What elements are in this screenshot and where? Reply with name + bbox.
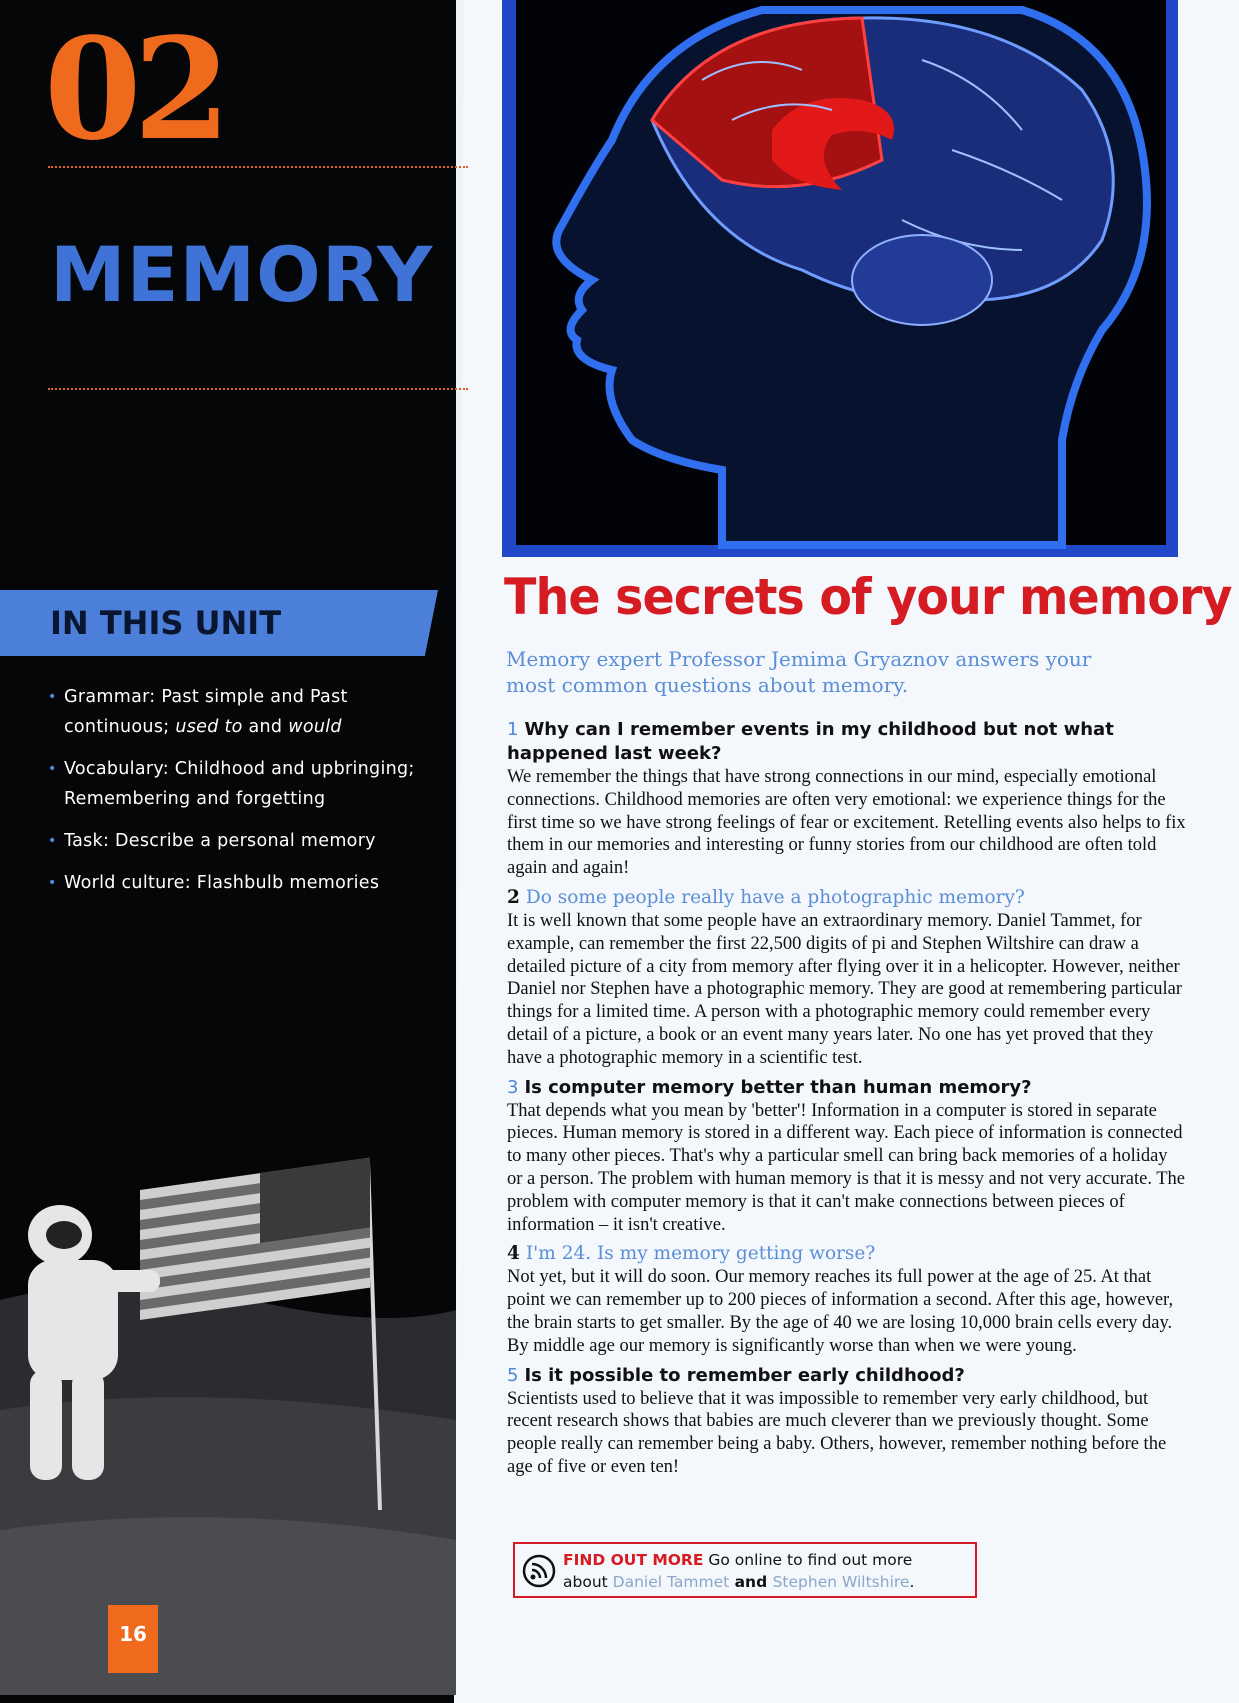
- answer-1: We remember the things that have strong connections in our mind, especially emotional connections. Childhood memories are often very emotional: we experience things for the first time so we have strong feelings of fear or excitement. Retelling events also helps to fix them in our memories and interesting or funny stories from our childhood are often told again and again!: [507, 767, 1186, 879]
- answer-5: Scientists used to believe that it was impossible to remember very early childhood, but recent research shows that babies are much cleverer than we previously thought. Some people really can remember being a baby. Others, however, remember nothing before the age of five or even ten!: [507, 1388, 1167, 1477]
- divider-top: [48, 166, 468, 168]
- unit-number: 02: [44, 8, 223, 172]
- bullet-icon: •: [48, 833, 57, 849]
- link-daniel-tammet: Daniel Tammet: [612, 1573, 730, 1591]
- question-4: 4 I'm 24. Is my memory getting worse?: [507, 1243, 876, 1265]
- question-2: 2 Do some people really have a photographic memory?: [507, 886, 1025, 908]
- find-out-more-box: [513, 1542, 977, 1598]
- find-out-more-label: FIND OUT MORE: [563, 1551, 704, 1569]
- moon-landing-photo: [0, 1150, 456, 1695]
- online-broadcast-icon: [522, 1554, 556, 1588]
- question-number: 5: [507, 1364, 519, 1386]
- unit-item-grammar: • Grammar: Past simple and Past continuous; used to and would: [48, 682, 428, 742]
- divider-bottom: [48, 388, 468, 390]
- question-3: 3 Is computer memory better than human memory?: [507, 1076, 1032, 1098]
- unit-title: MEMORY: [50, 230, 434, 319]
- bullet-icon: •: [48, 761, 57, 777]
- article-standfirst: Memory expert Professor Jemima Gryaznov answers your most common questions about memory.: [506, 647, 1092, 697]
- answer-3: That depends what you mean by 'better'! Information in a computer is stored in separate pieces. Human memory is stored in a different way. Each piece of information is connected to many other pieces. That's why a particular smell can bring back memories of a holiday or a person. The problem with human memory is that it is messy and not very accurate. The problem with computer memory is that it can't make connections between pieces of information – it isn't creative.: [507, 1100, 1185, 1235]
- brain-head-photo: [502, 0, 1178, 557]
- question-1: 1 Why can I remember events in my childhood but not what happened last week?: [507, 719, 1114, 764]
- unit-item-world-culture: • World culture: Flashbulb memories: [48, 868, 428, 898]
- bullet-icon: •: [48, 875, 57, 891]
- question-5: 5 Is it possible to remember early childhood?: [507, 1364, 965, 1386]
- find-out-more-text: FIND OUT MORE Go online to find out more about Daniel Tammet and Stephen Wiltshire.: [563, 1551, 915, 1591]
- unit-item-task: • Task: Describe a personal memory: [48, 826, 428, 856]
- in-this-unit-heading: IN THIS UNIT: [50, 604, 282, 642]
- question-number: 2: [507, 886, 520, 908]
- answer-2: It is well known that some people have an extraordinary memory. Daniel Tammet, for example, can remember the first 22,500 digits of pi and Stephen Wiltshire can draw a detailed picture of a city from memory after flying over it in a helicopter. However, neither Daniel nor Stephen have a photographic memory. They are good at remembering particular things for a limited time. A person with a photographic memory could remember every detail of a picture, a book or an event many years later. No one has yet proved that they have a photographic memory in a scientific test.: [507, 910, 1183, 1068]
- page-number: 16: [119, 1622, 147, 1646]
- question-number: 1: [507, 719, 519, 740]
- question-number: 3: [507, 1076, 519, 1098]
- questions-answers: [507, 718, 1187, 1485]
- unit-contents-list: [48, 682, 428, 910]
- link-stephen-wiltshire: Stephen Wiltshire: [772, 1573, 910, 1591]
- question-number: 4: [507, 1243, 520, 1265]
- article-title: The secrets of your memory: [504, 568, 1232, 626]
- bullet-icon: •: [48, 689, 57, 705]
- unit-item-vocabulary: • Vocabulary: Childhood and upbringing; Remembering and forgetting: [48, 754, 428, 814]
- answer-4: Not yet, but it will do soon. Our memory reaches its full power at the age of 25. At that point we can remember up to 200 pieces of information a second. After this age, however, the brain starts to get smaller. By the age of 40 we are losing 10,000 brain cells every day. By middle age our memory is significantly worse than when we were young.: [507, 1267, 1174, 1356]
